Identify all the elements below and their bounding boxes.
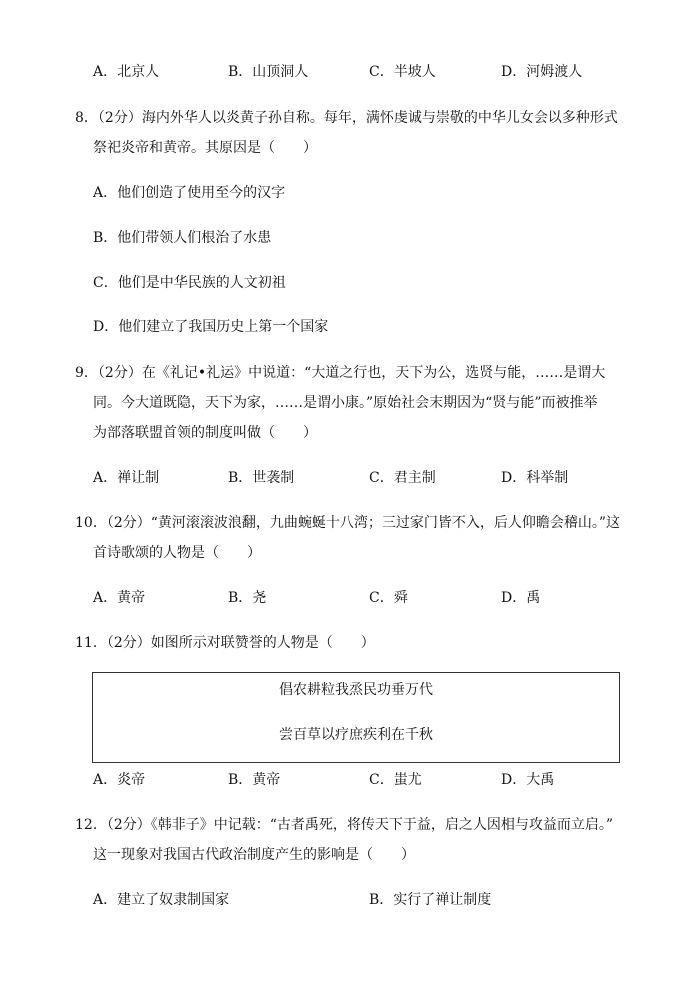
- option-a: A．黄帝: [93, 590, 146, 606]
- question-stem-line: 这一现象对我国古代政治制度产生的影响是（ ）: [93, 847, 415, 863]
- option-d: D．大禹: [501, 772, 555, 788]
- question-stem-line: 9．（2分）在《礼记•礼运》中说道：“大道之行也，天下为公，选贤与能，……是谓大: [75, 365, 606, 381]
- option-a: A．炎帝: [93, 772, 146, 788]
- question-stem-line: 8．（2分）海内外华人以炎黄子孙自称。每年，满怀虔诚与崇敬的中华儿女会以多种形式: [75, 110, 618, 126]
- option-c: C．他们是中华民族的人文初祖: [93, 275, 286, 291]
- question-stem-line: 10．（2分）“黄河滚滚波浪翻，九曲蜿蜒十八湾；三过家门皆不入，后人仰瞻会稽山。”这: [75, 515, 621, 531]
- option-d: D．禹: [501, 590, 541, 606]
- question-stem-line: 11．（2分）如图所示对联赞誉的人物是（ ）: [75, 635, 375, 651]
- option-b: B．尧: [228, 590, 267, 606]
- option-b: B．他们带领人们根治了水患: [93, 230, 272, 246]
- option-b: B．实行了禅让制度: [369, 892, 492, 908]
- option-b: B．山顶洞人: [228, 64, 309, 80]
- question-stem-line: 为部落联盟首领的制度叫做（ ）: [93, 425, 317, 441]
- couplet-box: [92, 672, 620, 763]
- option-c: C．半坡人: [369, 64, 436, 80]
- question-stem-line: 12．（2分）《韩非子》中记载：“古者禹死，将传天下于益，启之人因相与攻益而立启。”: [75, 817, 614, 833]
- couplet-line-upper: 倡农耕粒我烝民功垂万代: [279, 682, 433, 698]
- option-a: A．建立了奴隶制国家: [93, 892, 230, 908]
- option-d: D．他们建立了我国历史上第一个国家: [93, 319, 329, 335]
- option-c: C．君主制: [369, 470, 436, 486]
- question-stem-line: 同。今大道既隐，天下为家，……是谓小康。”原始社会末期因为“贤与能”而被推举: [93, 395, 598, 411]
- question-stem-line: 祭祀炎帝和黄帝。其原因是（ ）: [93, 140, 317, 156]
- option-c: C．舜: [369, 590, 408, 606]
- question-stem-line: 首诗歌颂的人物是（ ）: [93, 545, 261, 561]
- option-a: A．禅让制: [93, 470, 160, 486]
- option-b: B．世袭制: [228, 470, 295, 486]
- option-a: A．他们创造了使用至今的汉字: [93, 185, 286, 201]
- option-c: C．蚩尤: [369, 772, 422, 788]
- option-d: D．河姆渡人: [501, 64, 583, 80]
- option-b: B．黄帝: [228, 772, 281, 788]
- option-d: D．科举制: [501, 470, 569, 486]
- option-a: A．北京人: [93, 64, 160, 80]
- couplet-line-lower: 尝百草以疗庶疾利在千秋: [279, 727, 433, 743]
